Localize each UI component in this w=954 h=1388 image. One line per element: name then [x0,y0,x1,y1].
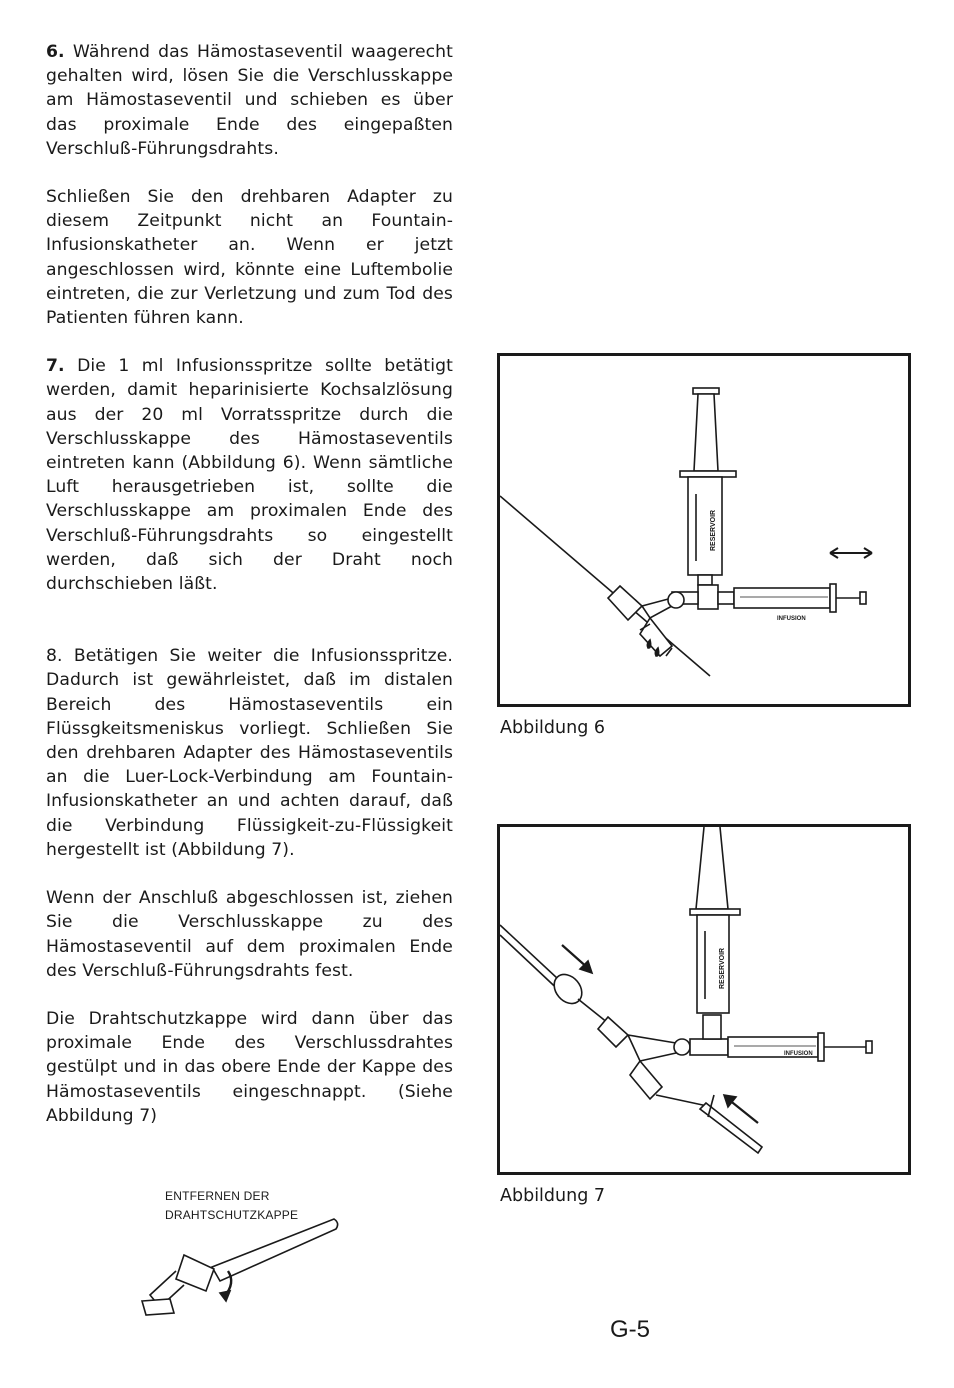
figure-7 [497,824,911,1175]
step-number-6: 6. [46,42,65,62]
cap-removal-label-line2: DRAHTSCHUTZKAPPE [165,1208,299,1222]
step-number-7: 7. [46,356,65,377]
paragraph-step-8 [46,644,453,862]
cap-removal-label-line1: ENTFERNEN DER [165,1189,270,1203]
reservoir-label-7: RESERVOIR [719,947,726,989]
paragraph-step-7 [46,354,453,596]
figure-6-illustration [500,356,908,704]
step-number-8: 8 [46,646,58,667]
figure-7-illustration [500,827,908,1172]
step-7-text: Die 1 ml Infusionsspritze sollte betätigt werden, damit heparinisierte Kochsalzlösung aus der 20 ml Vorratsspritze durch die Verschlusskappe des Hämostaseventils eintreten kann (Abbildung 6). Wenn sämtliche Luft herausgetrieben ist, sollte die Verschlusskappe am proximalen Ende des Verschluß-Führungsdrahts so eingestellt werden, daß sich der Draht noch durchschieben läßt. [46,356,453,595]
text-column [46,40,453,1128]
reservoir-label: RESERVOIR [710,509,717,551]
figure-6-caption: Abbildung 6 [500,718,606,738]
infusion-label: INFUSION [777,616,806,622]
step-8-text: . Betätigen Sie weiter die Infusionsspritze. Dadurch ist gewährleistet, daß im distalen Bereich des Hämostaseventils ein Flüssgkeitsmeniskus vorliegt. Schließen Sie den drehbaren Adapter des Hämostaseventils an die Luer-Lock-Verbindung am Fountain-Infusionskatheter an und achten darauf, daß die Verbindung Flüssigkeit-zu-Flüssigkeit hergestellt ist (Abbildung 7). [46,646,453,860]
figure-6 [497,353,911,707]
paragraph-wire-cap: Die Drahtschutzkappe wird dann über das proximale Ende des Verschlussdrahtes gestülpt und in das obere Ende der Kappe des Hämostaseventils eingeschnappt. (Siehe Abbildung 7) [46,1008,453,1126]
step-6-text: Während das Hämostaseventil waagerecht gehalten wird, lösen Sie die Verschlusskappe am Hämostaseventil und schieben es über das proximale Ende des eingepaßten Verschluß-Führungsdrahts. [46,42,453,159]
paragraph-warning: Schließen Sie den drehbaren Adapter zu diesem Zeitpunkt nicht an Fountain-Infusionskatheter an. Wenn er jetzt angeschlossen wird, könnte eine Luftembolie eintreten, die zur Verletzung und zum Tod des Patienten führen kann. [46,187,453,329]
paragraph-connection: Wenn der Anschluß abgeschlossen ist, ziehen Sie die Verschlusskappe zu des Hämostaseventil auf dem proximalen Ende des Verschluß-Führungsdrahts fest. [46,888,453,981]
paragraph-step-6 [46,40,453,161]
infusion-label-7: INFUSION [784,1051,813,1057]
page-number: G-5 [610,1316,651,1343]
wire-cap-removal-illustration [140,1215,340,1320]
figure-7-caption: Abbildung 7 [500,1186,606,1206]
